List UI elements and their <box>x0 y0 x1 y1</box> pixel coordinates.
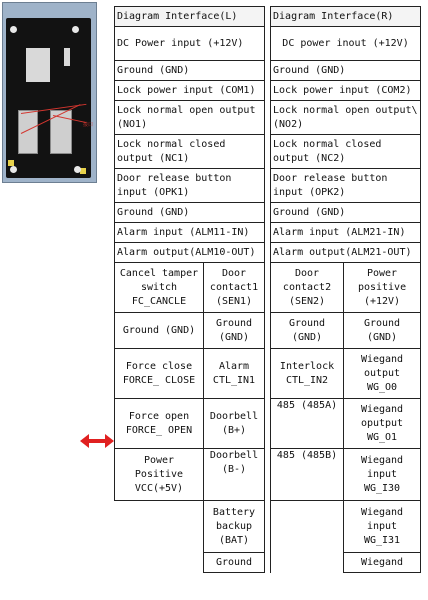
left-header: Diagram Interface(L) <box>115 7 265 27</box>
mount-hole <box>74 166 81 173</box>
mount-hole <box>72 26 79 33</box>
pcb-board <box>6 18 94 178</box>
right-cell: 485 (485A) <box>271 399 344 449</box>
board-photo <box>2 2 97 183</box>
left-cell: Doorbell (B+) <box>204 399 265 449</box>
right-cell: Alarm input (ALM21-IN) <box>271 223 421 243</box>
right-cell: Lock normal closed output (NC2) <box>271 135 421 169</box>
left-cell: Ground (GND) <box>115 203 265 223</box>
right-cell <box>271 501 344 553</box>
right-cell: Wiegand output WG_O0 <box>344 349 421 399</box>
right-cell: DC power inout (+12V) <box>271 27 421 61</box>
left-cell: Battery backup (BAT) <box>204 501 265 553</box>
left-cell: Alarm input (ALM11-IN) <box>115 223 265 243</box>
left-cell: Lock normal open output (NO1) <box>115 101 265 135</box>
left-cell: Doorbell (B-) <box>204 449 265 501</box>
right-cell: Ground (GND) <box>271 313 344 349</box>
left-cell: Ground (GND) <box>115 61 265 81</box>
right-cell: Wiegand input WG_I30 <box>344 449 421 501</box>
pin-map-table <box>114 6 421 573</box>
chip <box>26 48 50 82</box>
left-cell: Lock normal closed output (NC1) <box>115 135 265 169</box>
right-cell: Alarm output(ALM21-OUT) <box>271 243 421 263</box>
right-cell: Door contact2 (SEN2) <box>271 263 344 313</box>
left-cell: Power Positive VCC(+5V) <box>115 449 204 501</box>
mount-hole <box>10 166 17 173</box>
left-cell: Lock power input (COM1) <box>115 81 265 101</box>
left-cell: Door release button input (OPK1) <box>115 169 265 203</box>
left-cell: Force open FORCE_ OPEN <box>115 399 204 449</box>
right-cell: Lock power input (COM2) <box>271 81 421 101</box>
left-cell: Ground (GND) <box>115 313 204 349</box>
right-cell: Wiegand input WG_I31 <box>344 501 421 553</box>
annotation-label: 接口 <box>83 122 94 128</box>
left-cell: Cancel tamper switch FC_CANCLE <box>115 263 204 313</box>
left-cell: Ground (GND) <box>204 313 265 349</box>
right-cell: Lock normal open output\ (NO2) <box>271 101 421 135</box>
left-cell: Alarm CTL_IN1 <box>204 349 265 399</box>
left-cell: DC Power input (+12V) <box>115 27 265 61</box>
left-cell <box>115 553 204 573</box>
right-cell: Power positive (+12V) <box>344 263 421 313</box>
left-cell: Alarm output(ALM10-OUT) <box>115 243 265 263</box>
left-cell: Force close FORCE_ CLOSE <box>115 349 204 399</box>
right-cell <box>271 553 344 573</box>
right-cell: Door release button input (OPK2) <box>271 169 421 203</box>
mount-hole <box>10 26 17 33</box>
right-cell: Ground (GND) <box>271 61 421 81</box>
right-header: Diagram Interface(R) <box>271 7 421 27</box>
left-cell <box>115 501 204 553</box>
right-cell: 485 (485B) <box>271 449 344 501</box>
right-cell: Wiegand oputput WG_O1 <box>344 399 421 449</box>
right-cell: Interlock CTL_IN2 <box>271 349 344 399</box>
right-cell: Ground (GND) <box>344 313 421 349</box>
chip <box>64 48 70 66</box>
right-cell: Ground (GND) <box>271 203 421 223</box>
right-cell: Wiegand <box>344 553 421 573</box>
double-arrow-icon <box>80 434 114 448</box>
left-cell: Ground <box>204 553 265 573</box>
left-cell: Door contact1 (SEN1) <box>204 263 265 313</box>
